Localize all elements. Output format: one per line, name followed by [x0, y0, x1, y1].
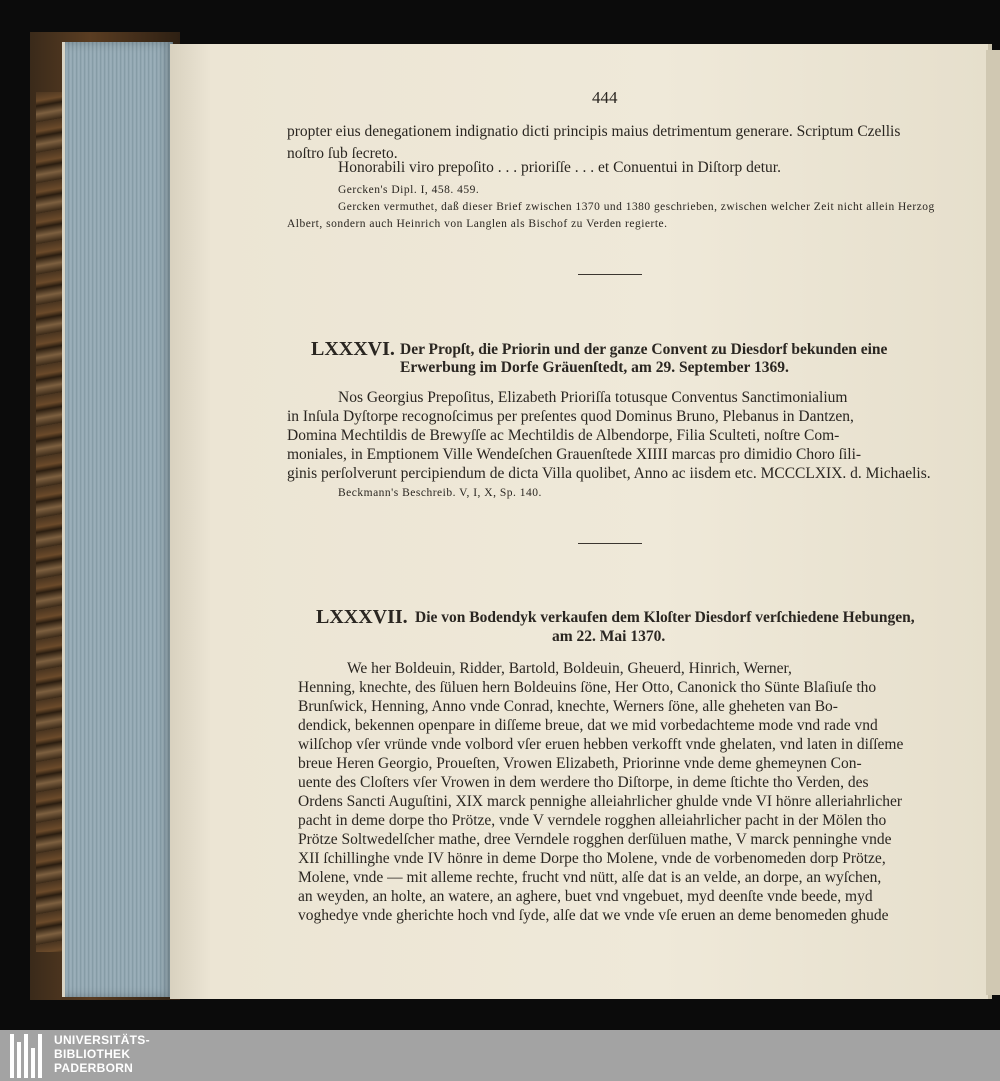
address-line: Honorabili viro prepoſito . . . prioriſſe . . . et Conuentui in Diſtorp detur. [338, 159, 781, 176]
text-line: We her Boldeuin, Ridder, Bartold, Boldeuin, Gheuerd, Hinrich, Werner, [347, 660, 792, 677]
section-divider [578, 274, 642, 275]
page-right-edge [986, 50, 1000, 995]
text-line: in Inſula Dyſtorpe recognoſcimus per preſentes quod Dominus Bruno, Plebanus in Dantzen, [287, 408, 854, 425]
page-block-edge [62, 42, 173, 997]
text-line: uente des Cloſters vſer Vrowen in dem werdere tho Diſtorpe, in deme ſtichte tho Verden, des [298, 774, 869, 791]
text-line: noſtro ſub ſecreto. [287, 145, 398, 162]
text-line: Domina Mechtildis de Brewyſſe ac Mechtildis de Albendorpe, Filia Sculteti, noſtre Com- [287, 427, 840, 444]
marbled-edge [36, 92, 62, 952]
text-line: moniales, in Emptionem Ville Wendeſchen Grauenſtede XIIII marcas pro dimidio Choro ſili- [287, 446, 862, 463]
text-line: breue Heren Georgio, Proueſten, Vrowen Elizabeth, Priorinne vnde deme ghemeynen Con- [298, 755, 862, 772]
section-heading: Die von Bodendyk verkaufen dem Kloſter Diesdorf verſchiedene Hebungen, [415, 609, 915, 626]
text-line: Ordens Sancti Auguſtini, XIX marck pennighe alleiahrlicher ghulde vnde VI hönre alleriahrlicher [298, 793, 903, 810]
text-line: voghedye vnde gherichte hoch vnd ſyde, alſe dat we vnde vſe eruen an deme benomeden ghude [298, 907, 889, 924]
logo-line: PADERBORN [54, 1061, 134, 1075]
logo-line: BIBLIOTHEK [54, 1047, 131, 1061]
source-reference: Gercken's Dipl. I, 458. 459. [338, 184, 480, 196]
library-footer-bar [0, 1030, 1000, 1081]
text-line: Prötze Soltwedelſcher mathe, dree Verndele rogghen derſüluen mathe, V marck penninghe vnde [298, 831, 892, 848]
text-line: XII ſchillinghe vnde IV hönre in deme Dorpe tho Molene, vnde de vorbenomeden dorp Prötze, [298, 850, 886, 867]
section-heading: Der Propſt, die Priorin und der ganze Convent zu Diesdorf bekunden eine [400, 341, 888, 358]
library-logo-icon [10, 1034, 46, 1078]
text-line: dendick, bekennen openpare in diſſeme breue, dat we mid vorbedachteme mode vnd rade vnd [298, 717, 878, 734]
note-line: Gercken vermuthet, daß dieser Brief zwischen 1370 und 1380 geschrieben, zwischen welcher Zeit nicht allein Herzog [338, 201, 935, 213]
logo-line: UNIVERSITÄTS- [54, 1033, 150, 1047]
section-numeral: LXXXVI. [311, 338, 395, 360]
section-heading: am 22. Mai 1370. [552, 628, 666, 645]
library-logo-text [54, 1033, 150, 1075]
source-reference: Beckmann's Beschreib. V, I, X, Sp. 140. [338, 487, 542, 499]
section-numeral: LXXXVII. [316, 606, 408, 628]
text-line: Nos Georgius Prepoſitus, Elizabeth Prioriſſa totusque Conventus Sanctimonialium [338, 389, 848, 406]
text-line: propter eius denegationem indignatio dicti principis maius detrimentum generare. Scriptum Czellis [287, 123, 901, 140]
text-line: an weyden, an holte, an watere, an aghere, buet vnd vngebuet, myd deenſte vnde beede, myd [298, 888, 873, 905]
page-number: 444 [592, 88, 618, 107]
text-line: Henning, knechte, des ſüluen hern Boldeuins ſöne, Her Otto, Canonick tho Sünte Blaſiuſe tho [298, 679, 877, 696]
section-divider [578, 543, 642, 544]
text-line: ginis perſolverunt percipiendum de dicta Villa quolibet, Anno ac iisdem etc. MCCCLXIX. d. Michaelis. [287, 465, 931, 482]
text-line: pacht in deme dorpe tho Prötze, vnde V verndele rogghen alleiahrlicher pacht in der Mölen tho [298, 812, 887, 829]
text-line: Brunſwick, Henning, Anno vnde Conrad, knechte, Werners ſöne, alle gheheten van Bo- [298, 698, 838, 715]
note-line: Albert, sondern auch Heinrich von Langlen als Bischof zu Verden regierte. [287, 218, 668, 230]
text-line: wilſchop vſer vründe vnde volbord vſer eruen hebben verkofft vnde ghelaten, vnd laten in diſſeme [298, 736, 904, 753]
section-heading: Erwerbung im Dorfe Gräuenſtedt, am 29. September 1369. [400, 359, 789, 376]
text-line: Molene, vnde — mit alleme rechte, frucht vnd nütt, alſe dat is an velde, an dorpe, an wyſchen, [298, 869, 882, 886]
